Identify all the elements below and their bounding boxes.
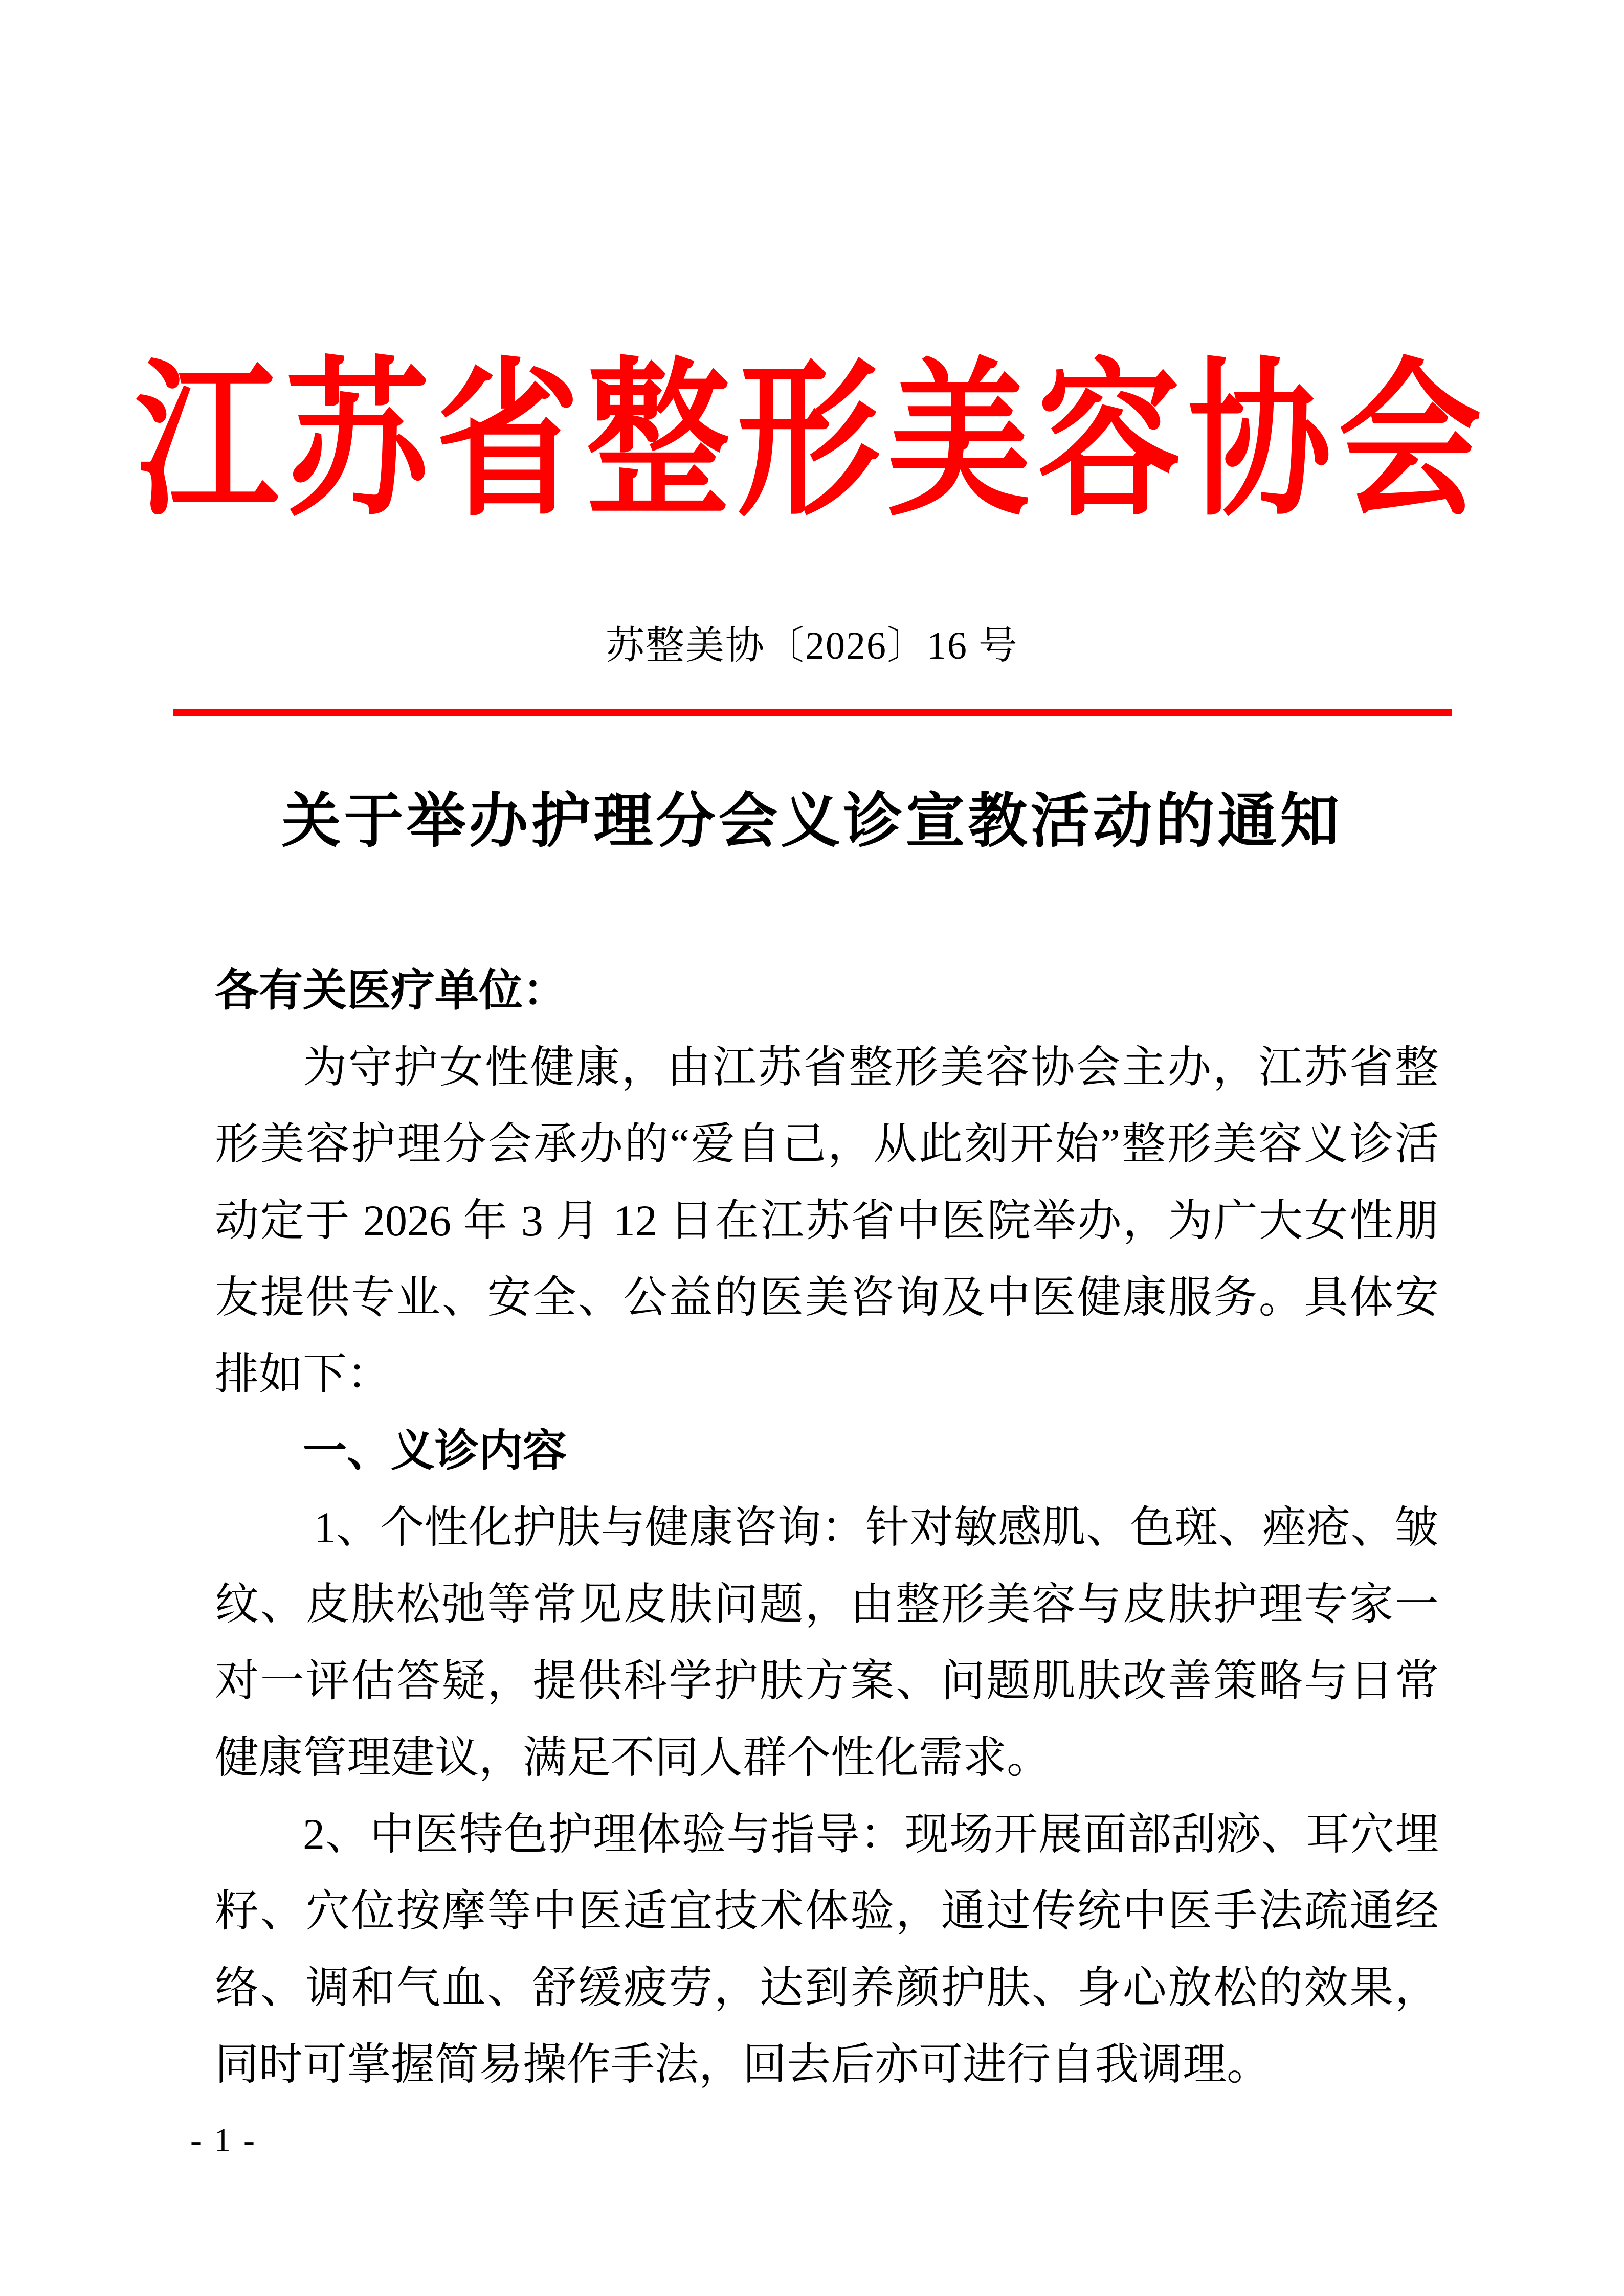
salutation: 各有关医疗单位： xyxy=(215,966,567,1015)
notice-title: 关于举办护理分会义诊宣教活动的通知 xyxy=(281,789,1343,854)
section-heading: 一、义诊内容 xyxy=(303,1426,567,1475)
doc-number: 苏整美协〔2026〕16 号 xyxy=(606,624,1018,667)
body-paragraph: 1、个性化护肤与健康咨询：针对敏感肌、色斑、痤疮、皱纹、皮肤松弛等常见皮肤问题，由整形美容与皮肤护理专家一对一评估答疑，提供科学护肤方案、问题肌肤改善策略与日常健康管理建议，满足不同人群个性化需求。 xyxy=(215,1503,1439,1782)
red-divider-line xyxy=(173,709,1452,716)
letterhead-org-name: 江苏省整形美容协会 xyxy=(135,348,1489,536)
page-number: - 1 - xyxy=(190,2122,257,2159)
body-paragraph: 为守护女性健康，由江苏省整形美容协会主办，江苏省整形美容护理分会承办的“爱自己，从此刻开始”整形美容义诊活动定于 2026 年 3 月 12 日在江苏省中医院举办，为广大女性朋友提供专业、安全、公益的医美咨询及中医健康服务。具体安排如下： xyxy=(215,1043,1439,1399)
body-paragraph: 2、中医特色护理体验与指导：现场开展面部刮痧、耳穴埋籽、穴位按摩等中医适宜技术体验，通过传统中医手法疏通经络、调和气血、舒缓疲劳，达到养颜护肤、身心放松的效果，同时可掌握简易操作手法，回去后亦可进行自我调理。 xyxy=(215,1810,1439,2089)
notice-body xyxy=(215,952,1439,2103)
